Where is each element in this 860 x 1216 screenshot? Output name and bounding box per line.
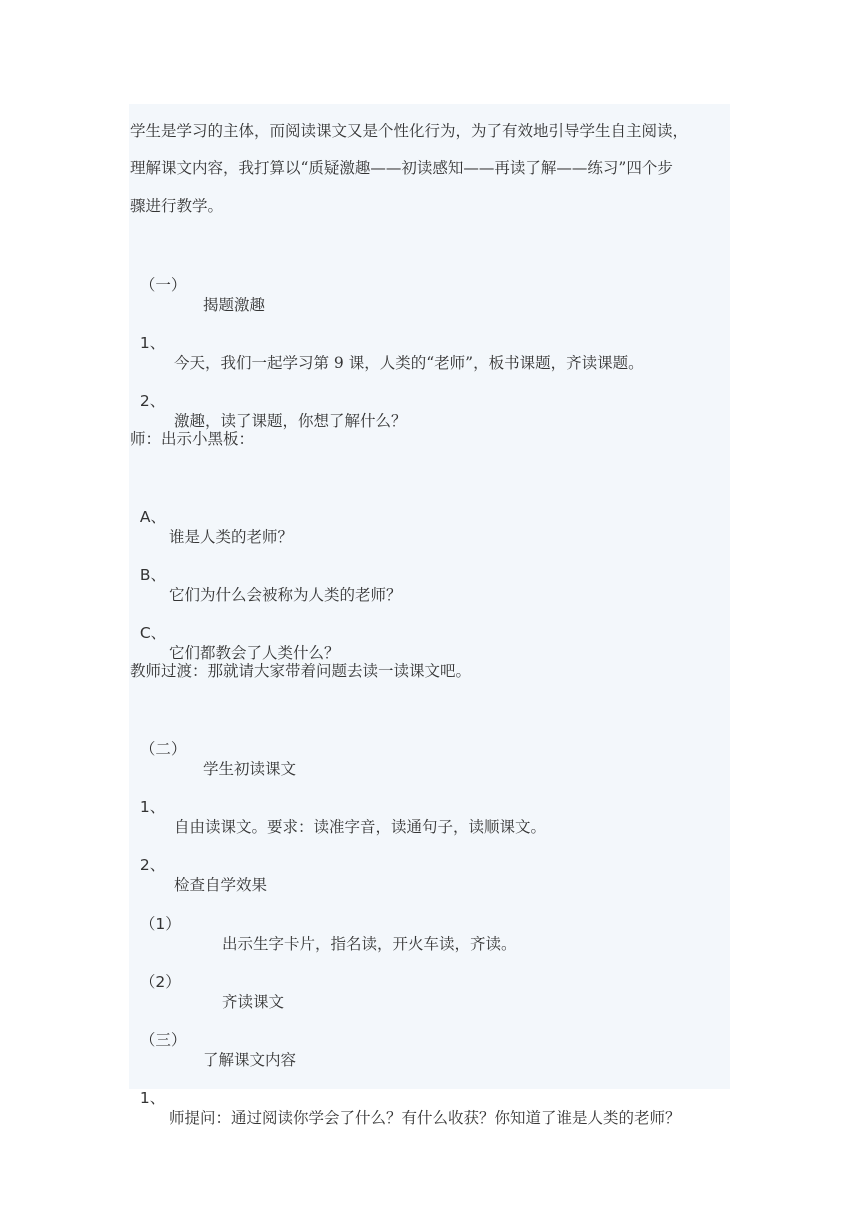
section2-item-1-marker: 1、 <box>139 798 166 816</box>
section1-heading-marker: （一） <box>139 276 187 294</box>
section3-item-1-text: 师提问：通过阅读你学会了什么？有什么收获？你知道了谁是人类的老师？ <box>169 1109 681 1127</box>
section1-item-2 <box>130 371 407 431</box>
question-c-marker: C、 <box>139 624 167 642</box>
question-c-text: 它们都教会了人类什么？ <box>169 644 340 662</box>
section2-item-2 <box>130 835 268 895</box>
question-a-marker: A、 <box>139 508 166 526</box>
section1-heading-text: 揭题激趣 <box>203 296 266 314</box>
teacher-line: 师：出示小黑板： <box>130 430 255 448</box>
section2-heading <box>130 719 297 779</box>
section2-item-2-marker: 2、 <box>139 856 166 874</box>
question-b-text: 它们为什么会被称为人类的老师？ <box>169 586 402 604</box>
section3-heading-text: 了解课文内容 <box>203 1051 297 1069</box>
section2-item-2-text: 检查自学效果 <box>174 876 268 894</box>
section1-item-2-text: 激趣，读了课题，你想了解什么？ <box>174 412 407 430</box>
section1-item-1-marker: 1、 <box>139 334 166 352</box>
section3-item-1 <box>130 1068 681 1128</box>
section2-sub-2-marker: （2） <box>139 973 181 991</box>
section2-heading-text: 学生初读课文 <box>203 760 297 778</box>
question-a <box>130 487 294 547</box>
section1-item-1-text: 今天，我们一起学习第 9 课，人类的“老师”，板书课题，齐读课题。 <box>174 354 644 372</box>
section2-sub-2 <box>130 952 285 1012</box>
question-b-marker: B、 <box>139 566 166 584</box>
section2-sub-1-text: 出示生字卡片，指名读，开火车读，齐读。 <box>222 935 517 953</box>
section2-heading-marker: （二） <box>139 740 187 758</box>
section2-sub-2-text: 齐读课文 <box>222 993 285 1011</box>
section2-item-1 <box>130 777 547 837</box>
section2-sub-1 <box>130 894 517 954</box>
question-b <box>130 545 402 605</box>
intro-line-1: 学生是学习的主体，而阅读课文又是个性化行为，为了有效地引导学生自主阅读， <box>130 122 689 140</box>
question-c <box>130 603 340 663</box>
section2-sub-1-marker: （1） <box>139 915 181 933</box>
transition-line: 教师过渡：那就请大家带着问题去读一读课文吧。 <box>130 662 472 680</box>
question-a-text: 谁是人类的老师？ <box>169 528 294 546</box>
section2-item-1-text: 自由读课文。要求：读准字音，读通句子，读顺课文。 <box>174 818 547 836</box>
intro-line-3: 骤进行教学。 <box>130 197 224 215</box>
intro-line-2: 理解课文内容，我打算以“质疑激趣——初读感知——再读了解——练习”四个步 <box>130 159 673 177</box>
section3-heading-marker: （三） <box>139 1031 187 1049</box>
section3-heading <box>130 1010 297 1070</box>
section1-item-2-marker: 2、 <box>139 392 166 410</box>
section1-heading <box>130 255 266 315</box>
section3-item-1-marker: 1、 <box>139 1089 166 1107</box>
section1-item-1 <box>130 313 644 373</box>
